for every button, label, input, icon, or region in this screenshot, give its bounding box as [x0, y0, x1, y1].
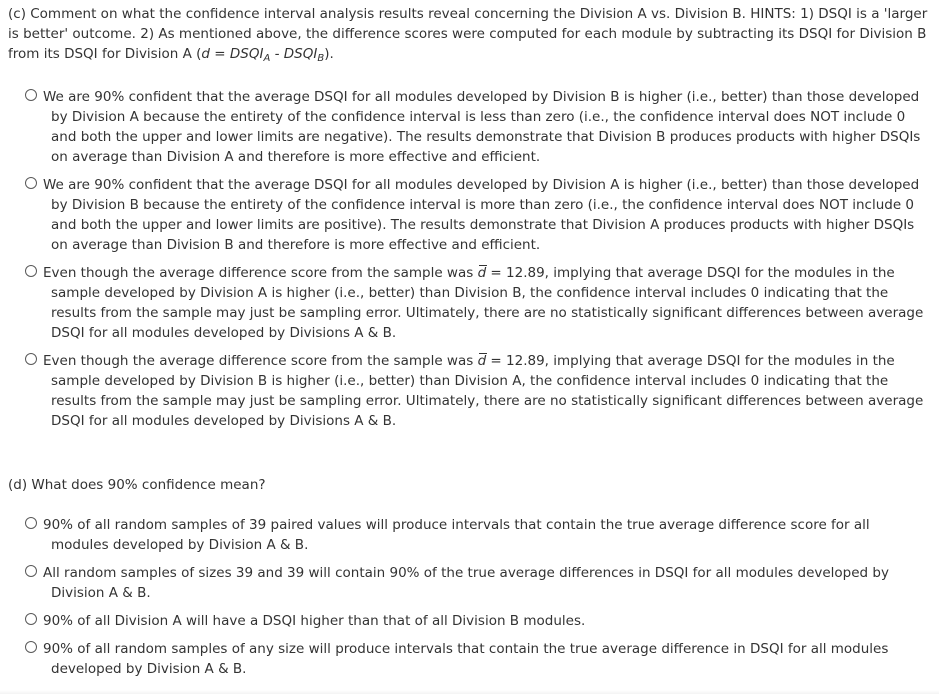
formula-sub-a: A — [263, 53, 271, 64]
part-c-option-4[interactable] — [8, 351, 931, 431]
option-text: 90% of all random samples of any size will produce intervals that contain the true average difference in DSQI for all modules developed by Division A & B. — [43, 641, 889, 677]
option-text: 90% of all Division A will have a DSQI higher than that of all Division B modules. — [43, 613, 586, 629]
bottom-edge-shadow — [0, 690, 939, 694]
option-text: We are 90% confident that the average DSQI for all modules developed by Division B is higher (i.e., better) than those developed by Division A because the entirety of the confidence interval is less than zero (i.e., the confidence interval does NOT include 0 and both the upper and lower limits are negative). The results demonstrate that Division B produces products with higher DSQIs on average than Division A and therefore is more effective and efficient. — [43, 89, 921, 165]
difference-formula — [201, 46, 324, 62]
radio-button[interactable] — [25, 517, 37, 529]
option-text-end: = 12.89, implying that average DSQI for the modules in the sample developed by Division A is higher (i.e., better) than Division B, the confidence interval includes 0 indicating that the results from the sample may just be sampling error. Ultimately, there are no statistically significant differences between average DSQI for all modules developed by Divisions A & B. — [51, 265, 924, 341]
option-text-start: Even though the average difference score from the sample was — [43, 353, 478, 369]
part-c-options — [8, 87, 931, 431]
part-d-option-1[interactable] — [8, 515, 931, 555]
formula-minus: - — [270, 46, 284, 62]
part-d-option-4[interactable] — [8, 639, 931, 679]
radio-button[interactable] — [25, 353, 37, 365]
radio-button[interactable] — [25, 565, 37, 577]
radio-button[interactable] — [25, 641, 37, 653]
radio-button[interactable] — [25, 265, 37, 277]
radio-button[interactable] — [25, 177, 37, 189]
part-d-option-3[interactable] — [8, 611, 931, 631]
option-text-start: Even though the average difference score from the sample was — [43, 265, 478, 281]
formula-eq: = — [209, 46, 230, 62]
d-bar-symbol: d — [477, 265, 487, 281]
formula-term-b: DSQI — [283, 46, 318, 62]
part-c-question — [8, 4, 931, 64]
option-text: All random samples of sizes 39 and 39 will contain 90% of the true average differences in DSQI for all modules developed by Division A & B. — [43, 565, 889, 601]
option-text: 90% of all random samples of 39 paired values will produce intervals that contain the true average difference score for all modules developed by Division A & B. — [43, 517, 870, 553]
formula-sub-b: B — [317, 53, 325, 64]
part-d-question: (d) What does 90% confidence mean? — [8, 477, 266, 493]
formula-lhs: d — [201, 46, 210, 62]
part-c-question-text: (c) Comment on what the confidence interval analysis results reveal concerning the Division A vs. Division B. HINTS: 1) DSQI is a 'larger is better' outcome. 2) As mentioned above, the difference scores were computed for each module by subtracting its DSQI for Division B from its DSQI for Division A ( — [8, 6, 928, 62]
part-d-options — [8, 515, 931, 679]
option-text: We are 90% confident that the average DSQI for all modules developed by Division A is higher (i.e., better) than those developed by Division B because the entirety of the confidence interval is more than zero (i.e., the confidence interval does NOT include 0 and both the upper and lower limits are positive). The results demonstrate that Division A produces products with higher DSQIs on average than Division B and therefore is more effective and efficient. — [43, 177, 920, 253]
part-c-option-3[interactable] — [8, 263, 931, 343]
part-d-option-2[interactable] — [8, 563, 931, 603]
formula-term-a: DSQI — [229, 46, 264, 62]
d-bar-symbol: d — [477, 353, 487, 369]
radio-button[interactable] — [25, 89, 37, 101]
option-text-end: = 12.89, implying that average DSQI for the modules in the sample developed by Division B is higher (i.e., better) than Division A, the confidence interval includes 0 indicating that the results from the sample may just be sampling error. Ultimately, there are no statistically significant differences between average DSQI for all modules developed by Divisions A & B. — [51, 353, 924, 429]
part-c-option-1[interactable] — [8, 87, 931, 167]
part-c-option-2[interactable] — [8, 175, 931, 255]
radio-button[interactable] — [25, 613, 37, 625]
part-c-question-end: ). — [324, 46, 334, 62]
